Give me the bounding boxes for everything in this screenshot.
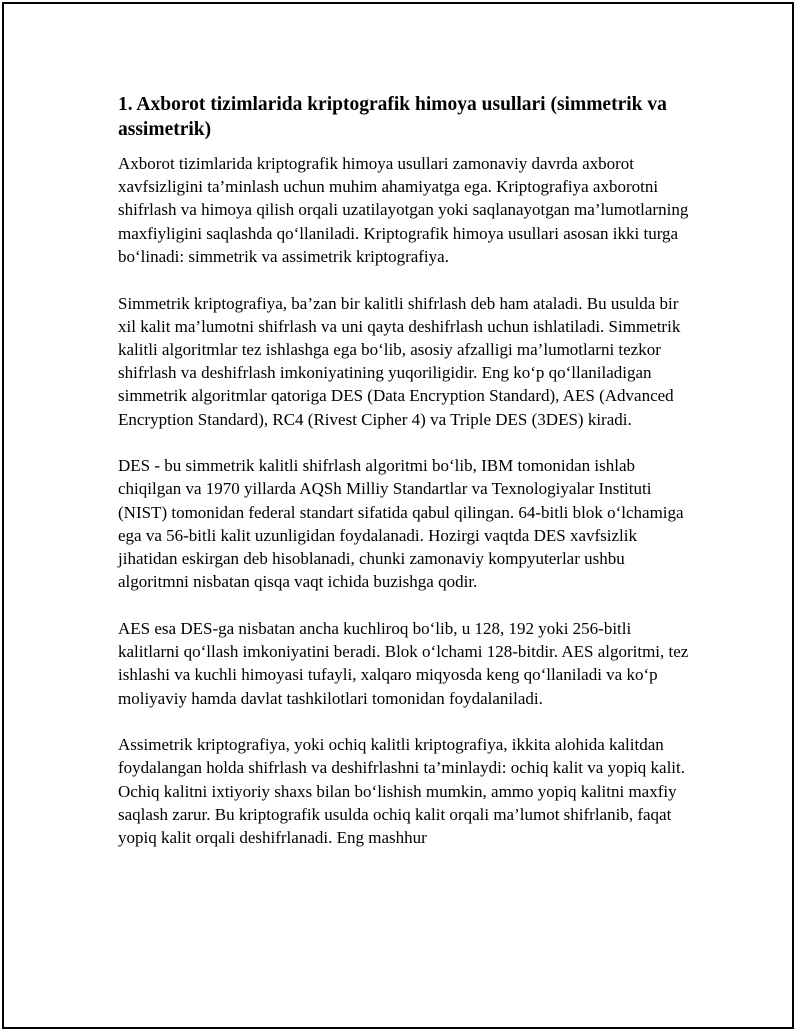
paragraph-aes: AES esa DES-ga nisbatan ancha kuchliroq bo‘lib, u 128, 192 yoki 256-bitli kalitlarni qo‘llash imkoniyatini beradi. Blok o‘lchami 128-bitdir. AES algoritmi, tez ishlashi va kuchli himoyasi tufayli, xalqaro miqyosda keng qo‘llaniladi va ko‘p moliyaviy hamda davlat tashkilotlari tomonidan foydalaniladi. xyxy=(118,618,689,708)
document-body xyxy=(118,92,694,873)
paragraph-asymmetric: Assimetrik kriptografiya, yoki ochiq kalitli kriptografiya, ikkita alohida kalitdan foydalangan holda shifrlash va deshifrlashni ta’minlaydi: ochiq kalit va yopiq kalit. Ochiq kalitni ixtiyoriy shaxs bilan bo‘lishish mumkin, ammo yopiq kalitni maxfiy saqlash zarur. Bu kriptografik usulda ochiq kalit orqali ma’lumot shifrlanib, faqat yopiq kalit orqali deshifrlanadi. Eng mashhur xyxy=(118,735,686,848)
paragraph-intro: Axborot tizimlarida kriptografik himoya usullari zamonaviy davrda axborot xavfsizligini ta’minlash uchun muhim ahamiyatga ega. Kriptografiya axborotni shifrlash va himoya qilish orqali uzatilayotgan yoki saqlanayotgan ma’lumotlarning maxfiyligini saqlashda qo‘llaniladi. Kriptografik himoya usullari asosan ikki turga bo‘linadi: simmetrik va assimetrik kriptografiya. xyxy=(118,154,689,266)
paragraph-symmetric: Simmetrik kriptografiya, ba’zan bir kalitli shifrlash deb ham ataladi. Bu usulda bir xil kalit ma’lumotni shifrlash va uni qayta deshifrlash uchun ishlatiladi. Simmetrik kalitli algoritmlar tez ishlashga ega bo‘lib, asosiy afzalligi ma’lumotlarni tezkor shifrlash va deshifrlash imkoniyatining yuqoriligidir. Eng ko‘p qo‘llaniladigan simmetrik algoritmlar qatoriga DES (Data Encryption Standard), AES (Advanced Encryption Standard), RC4 (Rivest Cipher 4) va Triple DES (3DES) kiradi. xyxy=(118,293,681,429)
section-heading: 1. Axborot tizimlarida kriptografik himoya usullari (simmetrik va assimetrik) xyxy=(118,94,667,140)
paragraph-des: DES - bu simmetrik kalitli shifrlash algoritmi bo‘lib, IBM tomonidan ishlab chiqilgan va 1970 yillarda AQSh Milliy Standartlar va Texnologiyalar Instituti (NIST) tomonidan federal standart sifatida qabul qilingan. 64-bitli blok o‘lchamiga ega va 56-bitli kalit uzunligidan foydalanadi. Hozirgi vaqtda DES xavfsizlik jihatidan eskirgan deb hisoblanadi, chunki zamonaviy kompyuterlar ushbu algoritmni nisbatan qisqa vaqt ichida buzishga qodir. xyxy=(118,456,684,592)
